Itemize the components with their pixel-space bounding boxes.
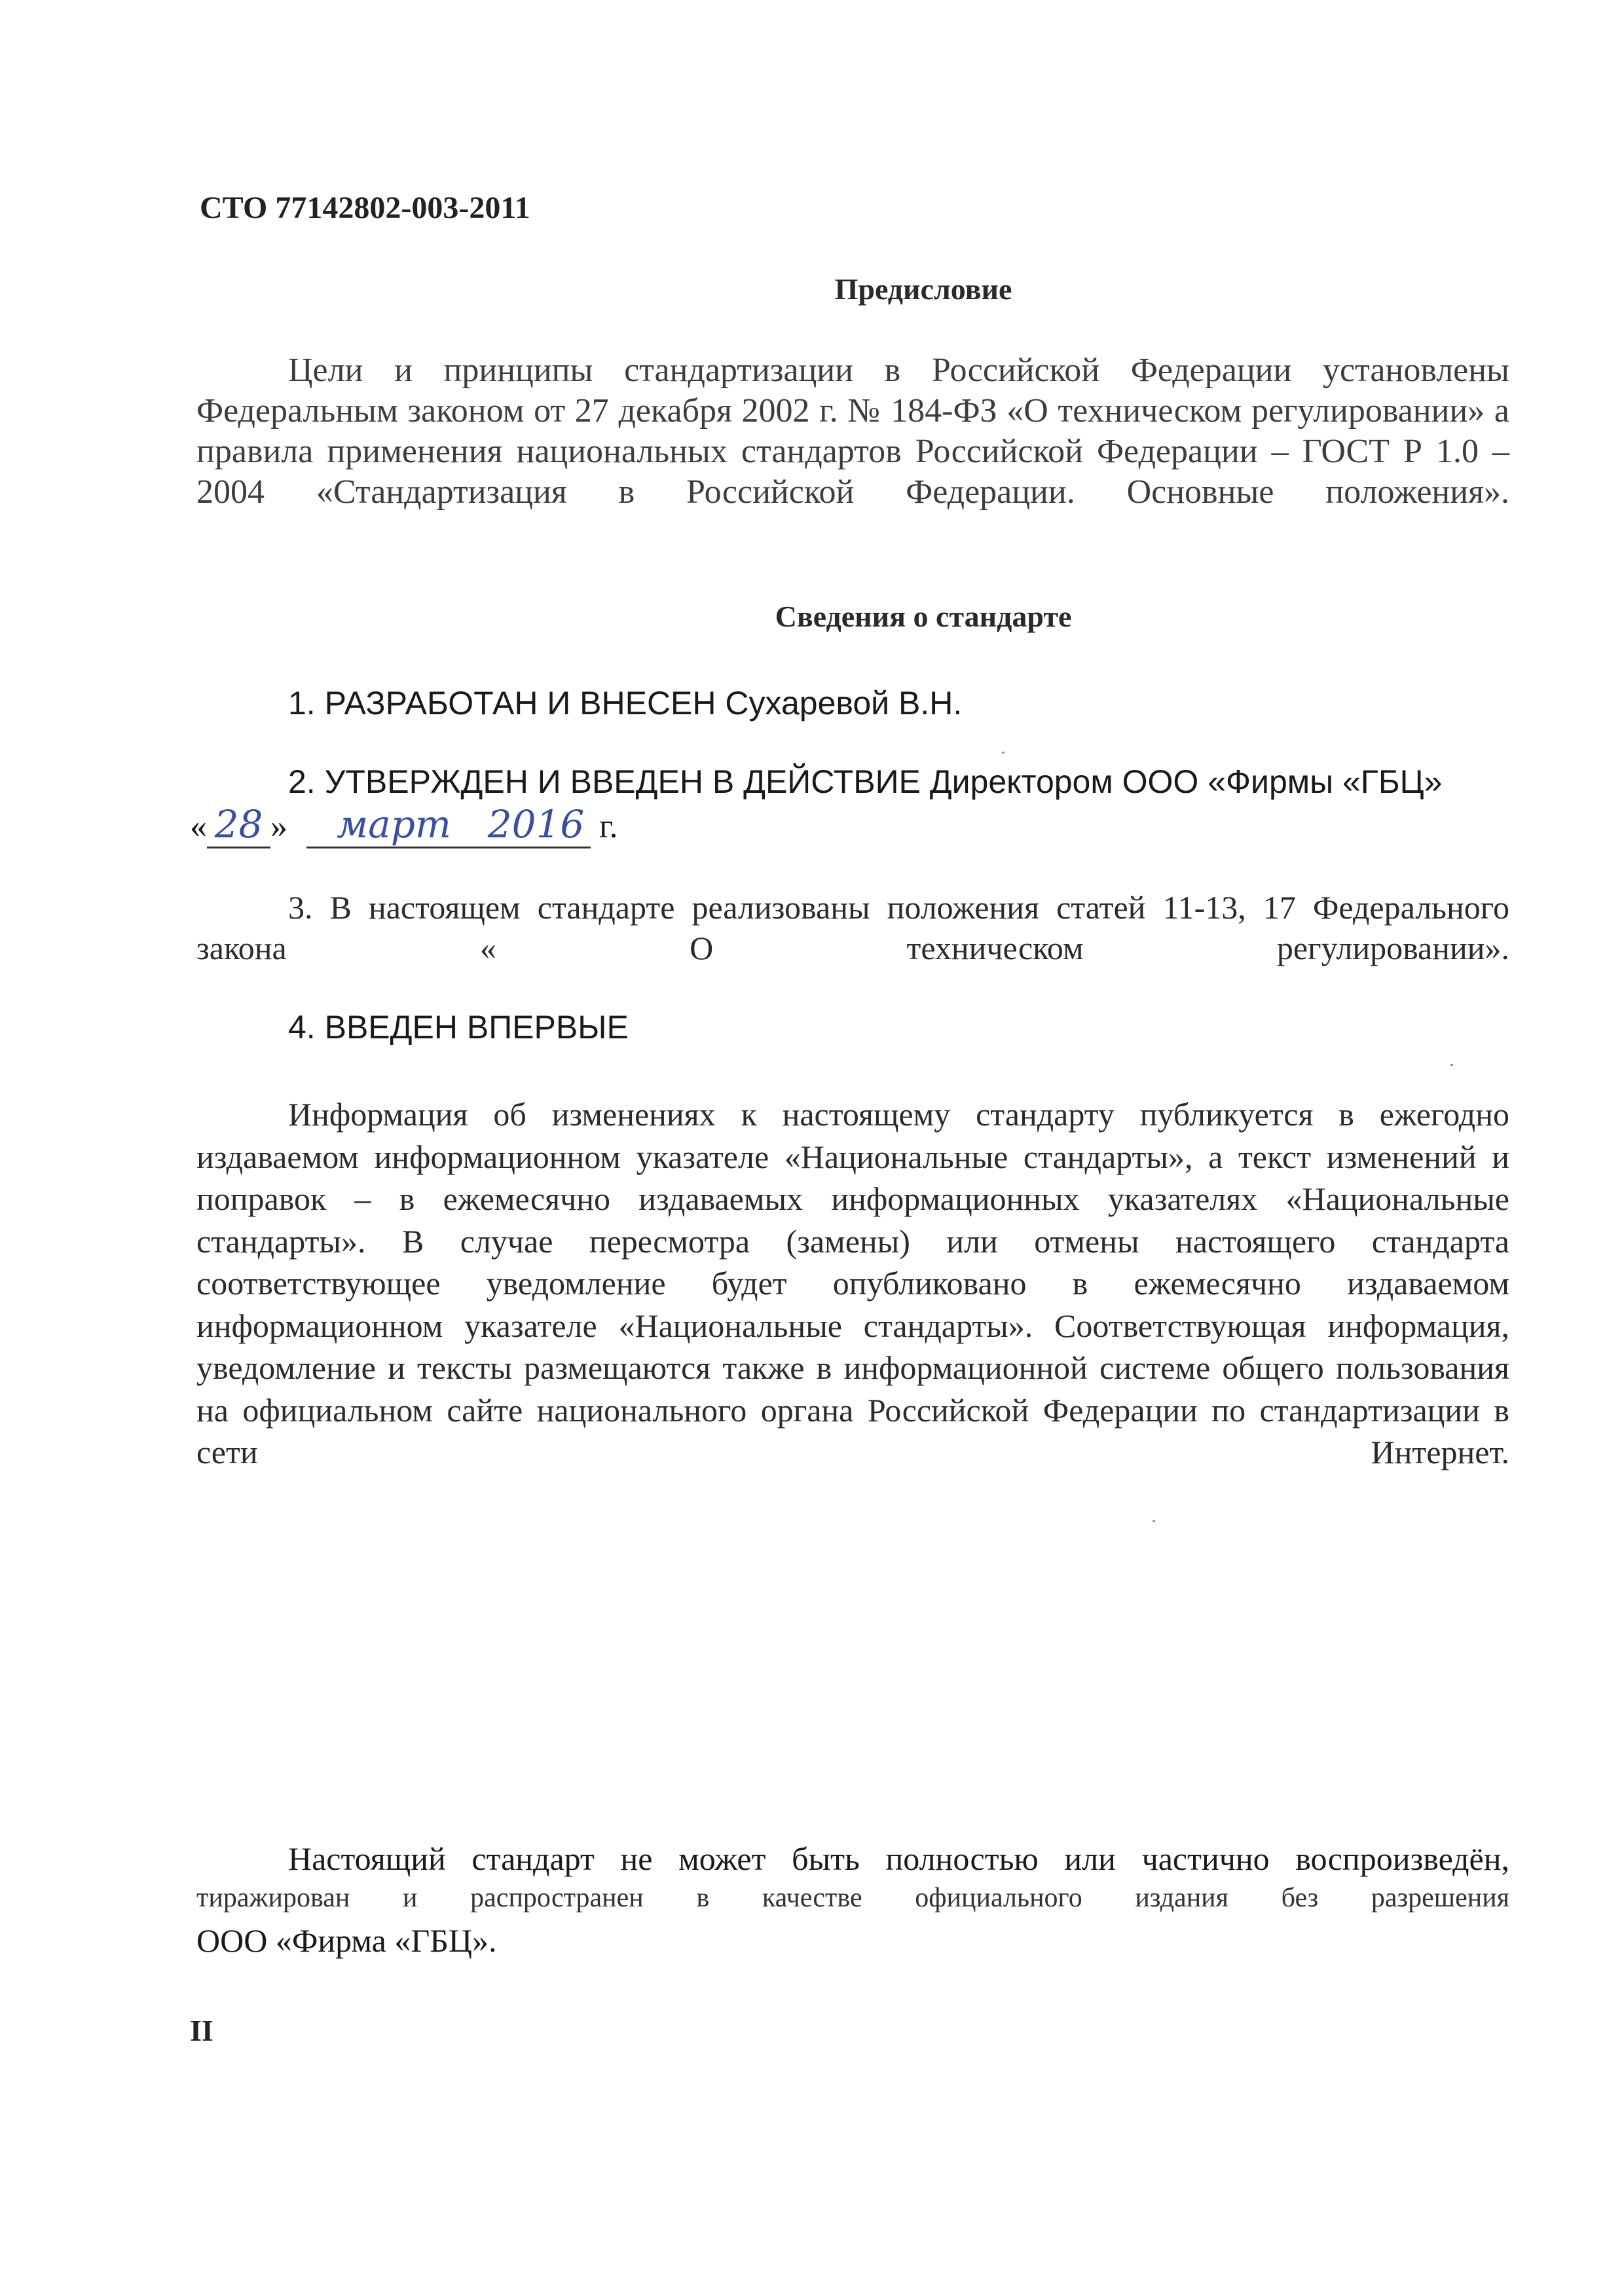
info-item-implemented: 3. В настоящем стандарте реализованы положения статей 11-13, 17 Федерального закона « О техническом регулировании». [196,889,1509,966]
date-suffix: г. [599,808,618,845]
info-item-approved: 2. УТВЕРЖДЕН И ВВЕДЕН В ДЕЙСТВИЕ Директором ООО «Фирмы «ГБЦ» [288,763,1443,800]
scan-speck [1002,752,1005,754]
scan-speck [1153,1520,1155,1522]
info-item-developed: 1. РАЗРАБОТАН И ВНЕСЕН Сухаревой В.Н. [288,685,963,721]
page-number: II [190,2014,213,2047]
copyright-line-1: Настоящий стандарт не может быть полностью или частично воспроизведён, [288,1840,1509,1877]
date-month: март [306,802,481,848]
copyright-line-3: ООО «Фирма «ГБЦ». [196,1922,497,1959]
date-year: 2016 [481,802,591,848]
info-heading: Сведения о стандарте [775,600,1072,633]
document-code: СТО 77142802-003-2011 [200,191,530,225]
date-day: 28 [207,802,270,848]
approval-date [190,802,618,848]
foreword-text: Цели и принципы стандартизации в Российской Федерации установлены Федеральным законом от 27 декабря 2002 г. № 184-ФЗ «О техническом регулировании» а правила применения национальных стандартов Российской Федерации – ГОСТ Р 1.0 – 2004 «Стандартизация в Российской Федерации. Основные положения». [196,352,1509,511]
date-quote-close: » [270,808,287,845]
foreword-heading: Предисловие [834,272,1012,306]
scan-speck [1450,1064,1453,1066]
copyright-line-2: тиражирован и распространен в качестве официального издания без разрешения [196,1883,1509,1913]
info-item-first-introduced: 4. ВВЕДЕН ВПЕРВЫЕ [288,1009,629,1046]
date-quote-open: « [190,808,207,845]
changes-info-text: Информация об изменениях к настоящему стандарту публикуется в ежегодно издаваемом информационном указателе «Национальные стандарты», а текст изменений и поправок – в ежемесячно издаваемых информационных указателях «Национальные стандарты». В случае пересмотра (замены) или отмены настоящего стандарта соответствующее уведомление будет опубликовано в ежемесячно издаваемом информационном указателе «Национальные стандарты». Соответствующая информация, уведомление и тексты размещаются также в информационной системе общего пользования на официальном сайте национального органа Российской Федерации по стандартизации в сети Интернет. [196,1096,1509,1470]
